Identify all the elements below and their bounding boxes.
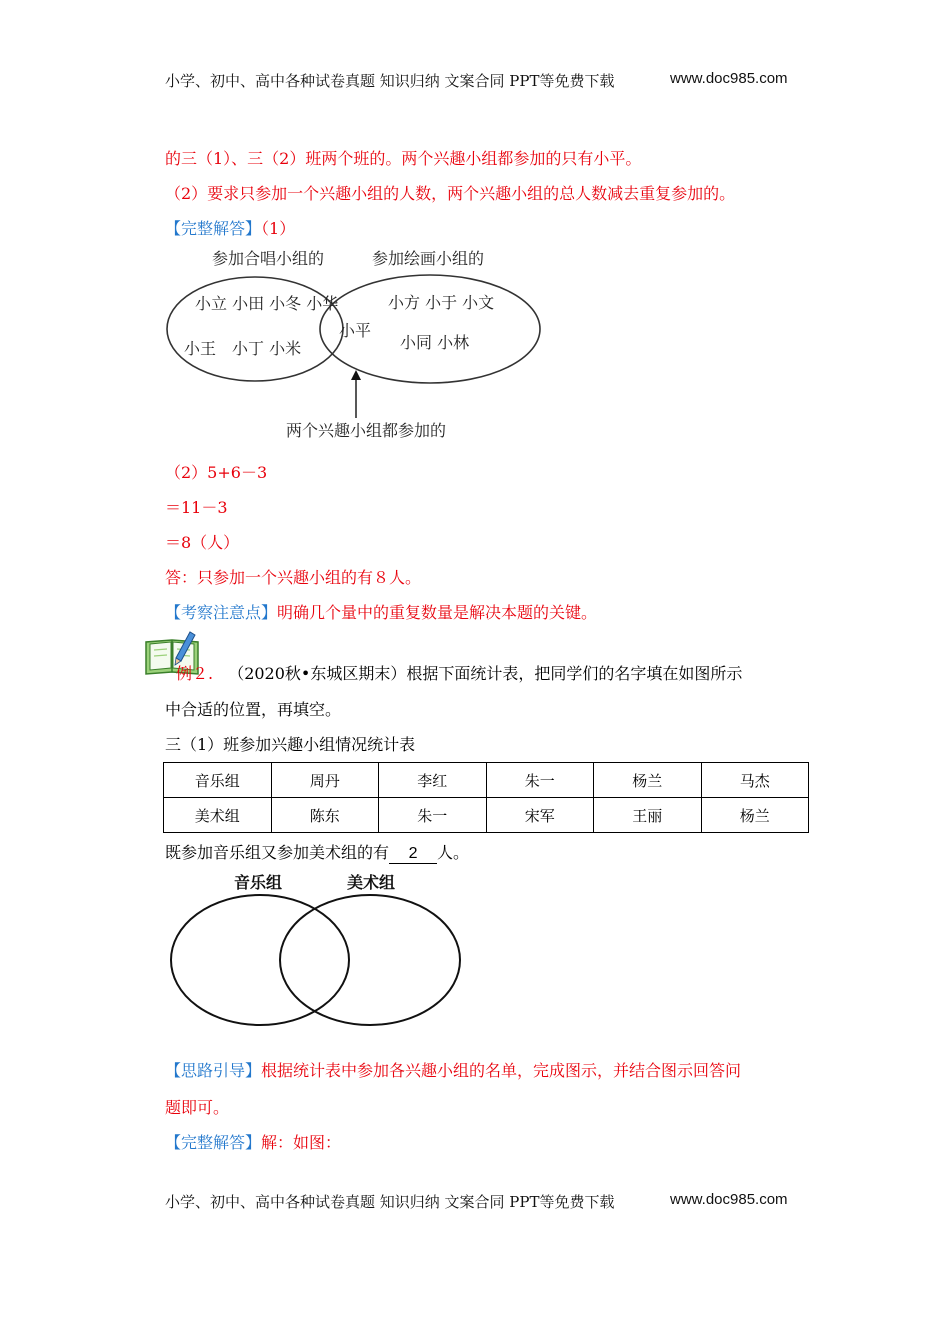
analysis-line-2: （2）要求只参加一个兴趣小组的人数，两个兴趣小组的总人数减去重复参加的。	[165, 184, 736, 203]
table-cell: 朱一	[379, 798, 487, 833]
venn1-pointer-label: 两个兴趣小组都参加的	[286, 421, 447, 440]
venn-diagram-music-art	[160, 868, 470, 1033]
venn-diagram-choir-painting	[150, 240, 570, 445]
calc-line-3: ＝8（人）	[165, 533, 240, 552]
table-cell: 朱一	[486, 763, 594, 798]
answer1-tag: 【完整解答】	[165, 219, 262, 238]
table-cell: 陈东	[271, 798, 379, 833]
calc-line-1: （2）5+6－3	[165, 463, 268, 482]
example2-question-2: 中合适的位置，再填空。	[165, 700, 342, 719]
table-row	[164, 798, 809, 833]
table-cell: 马杰	[701, 763, 809, 798]
table-cell: 宋军	[486, 798, 594, 833]
venn2-right-circle	[280, 895, 460, 1025]
venn1-right-row1: 小方 小于 小文	[388, 293, 495, 312]
venn1-left-row1: 小立 小田 小冬 小华	[195, 294, 339, 313]
hint-line-2: 题即可。	[165, 1098, 230, 1117]
example2-label: 例２.	[176, 664, 214, 683]
note-line	[165, 600, 597, 623]
venn1-pointer-arrowhead	[351, 370, 361, 380]
page-footer	[165, 1191, 805, 1211]
table-cell: 音乐组	[164, 763, 272, 798]
answer2-line	[165, 1130, 341, 1153]
answer2-text: 解：如图：	[261, 1133, 342, 1152]
venn1-right-row2: 小同 小林	[400, 333, 470, 352]
venn1-left-circle	[167, 277, 343, 381]
fill-suffix: 人。	[437, 843, 470, 862]
hint-tag: 【思路引导】	[165, 1061, 262, 1080]
footer-url[interactable]: www.doc985.com	[670, 1191, 788, 1208]
table-cell: 杨兰	[594, 763, 702, 798]
table-cell: 周丹	[271, 763, 379, 798]
example2-question-1: （2020秋•东城区期末）根据下面统计表，把同学们的名字填在如图所示	[228, 664, 743, 683]
hint-text-1: 根据统计表中参加各兴趣小组的名单，完成图示，并结合图示回答问	[261, 1061, 742, 1080]
table-cell: 美术组	[164, 798, 272, 833]
venn2-left-circle	[171, 895, 349, 1025]
interest-group-table	[163, 762, 809, 833]
fill-blank-line	[165, 840, 469, 864]
header-text: 小学、初中、高中各种试卷真题 知识归纳 文案合同 PPT等免费下载	[165, 72, 615, 90]
fill-answer: 2	[389, 845, 437, 864]
venn2-right-title: 美术组	[347, 873, 396, 892]
footer-text: 小学、初中、高中各种试卷真题 知识归纳 文案合同 PPT等免费下载	[165, 1193, 615, 1211]
table-row	[164, 763, 809, 798]
analysis-line-1: 的三（1）、三（2）班两个班的。两个兴趣小组都参加的只有小平。	[165, 149, 642, 168]
hint-line-1	[165, 1058, 741, 1081]
venn1-left-title: 参加合唱小组的	[212, 249, 325, 268]
header-url[interactable]: www.doc985.com	[670, 70, 788, 87]
venn1-right-title: 参加绘画小组的	[372, 249, 485, 268]
calc-line-2: ＝11－3	[165, 498, 228, 517]
venn1-left-row2: 小王 小丁 小米	[184, 339, 302, 358]
venn1-middle: 小平	[339, 321, 372, 340]
table-cell: 杨兰	[701, 798, 809, 833]
page-header	[165, 70, 805, 90]
table-title: 三（1）班参加兴趣小组情况统计表	[165, 735, 416, 754]
answer2-tag: 【完整解答】	[165, 1133, 262, 1152]
venn2-left-title: 音乐组	[234, 873, 283, 892]
note-text: 明确几个量中的重复数量是解决本题的关键。	[277, 603, 598, 622]
table-cell: 李红	[379, 763, 487, 798]
note-tag: 【考察注意点】	[165, 603, 278, 622]
answer1-heading	[165, 216, 295, 239]
example2-line-1	[176, 661, 742, 684]
calc-answer: 答：只参加一个兴趣小组的有８人。	[165, 568, 422, 587]
answer1-part: （1）	[261, 219, 296, 238]
table-cell: 王丽	[594, 798, 702, 833]
fill-prefix: 既参加音乐组又参加美术组的有	[165, 843, 390, 862]
